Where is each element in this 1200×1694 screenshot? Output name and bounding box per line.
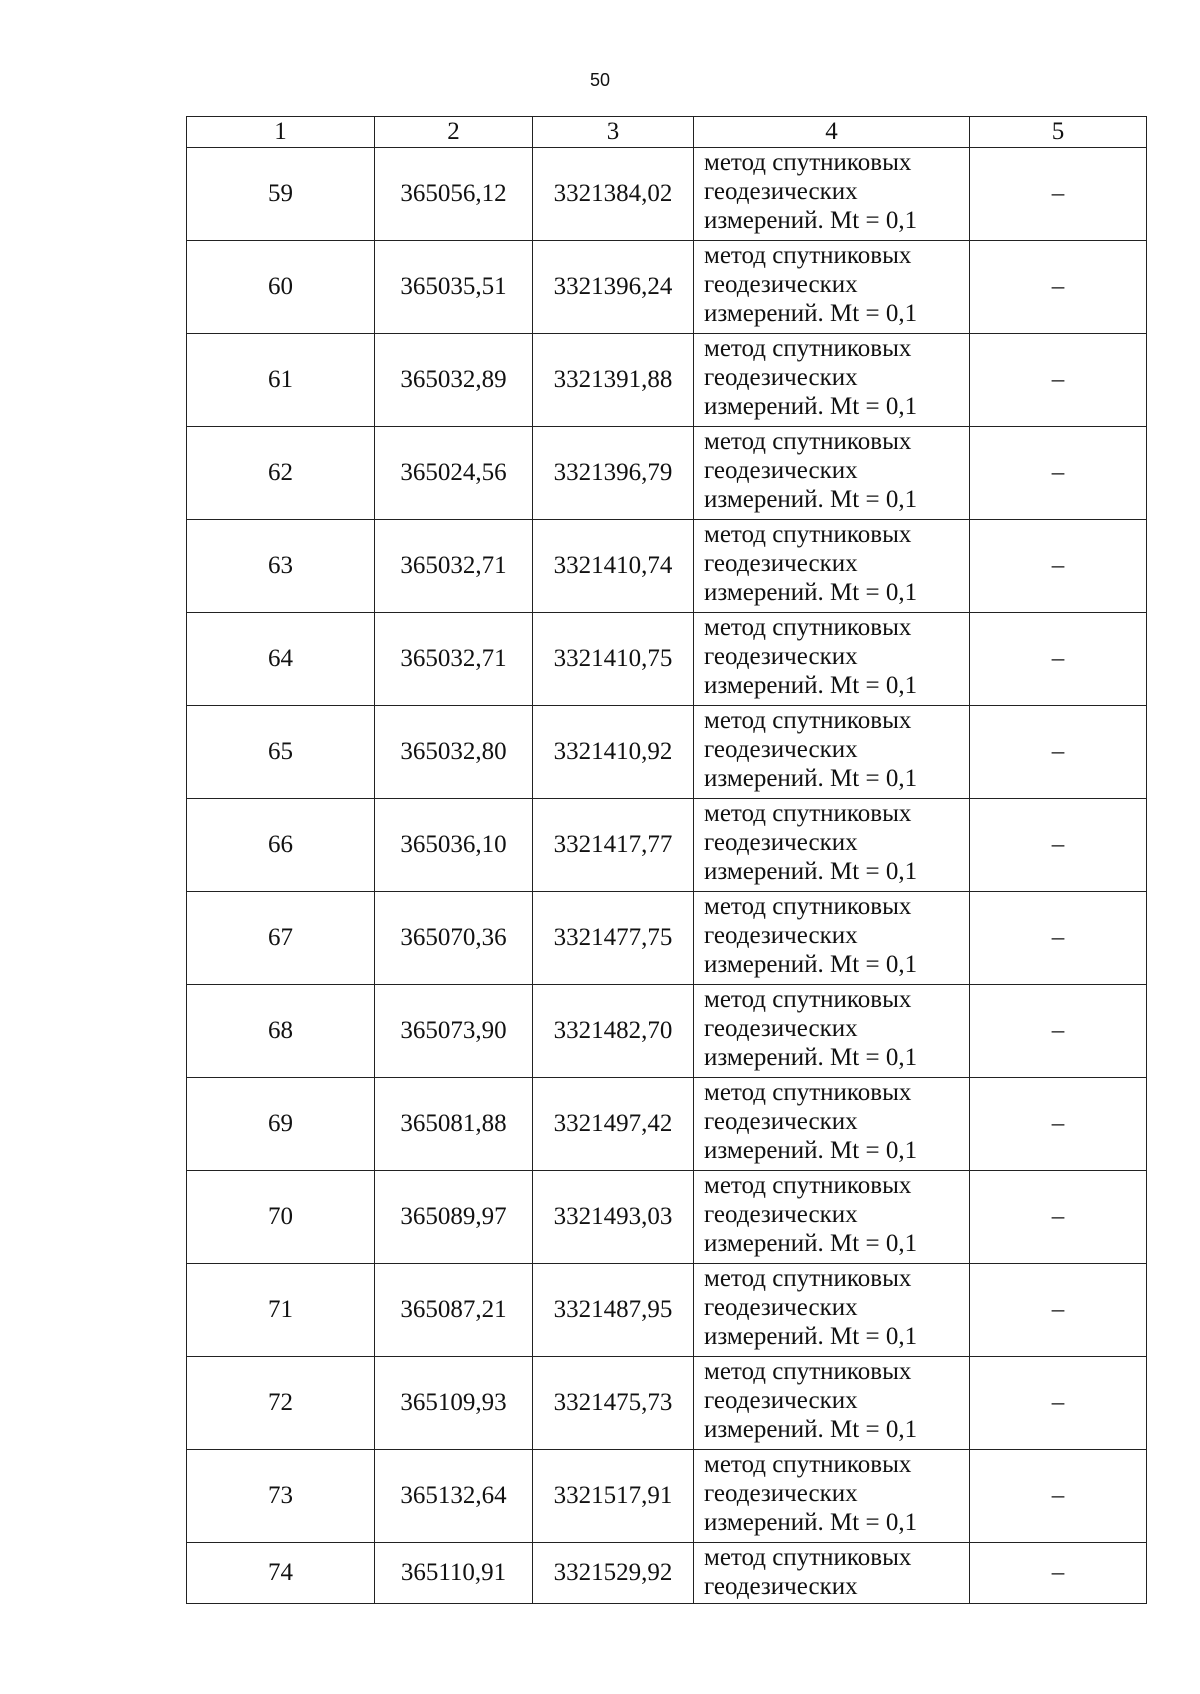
method-text-line-1: метод спутниковых [704, 800, 912, 827]
method-cell [694, 1078, 970, 1171]
method-text-line-1: метод спутниковых [704, 1079, 912, 1106]
table-row [187, 1357, 1147, 1450]
point-number-cell: 69 [187, 1078, 375, 1171]
table-row [187, 613, 1147, 706]
method-cell [694, 1543, 970, 1604]
table-row [187, 1264, 1147, 1357]
method-text-line-3: измерений. Mt = 0,1 [704, 1044, 918, 1071]
method-cell [694, 1264, 970, 1357]
x-coordinate-cell: 365032,89 [375, 334, 533, 427]
point-number-cell: 70 [187, 1171, 375, 1264]
method-text-line-3: измерений. Mt = 0,1 [704, 1323, 918, 1350]
header-col-4: 4 [694, 117, 970, 148]
method-text-line-2: геодезических [704, 1387, 858, 1414]
x-coordinate-cell: 365035,51 [375, 241, 533, 334]
y-coordinate-cell: 3321482,70 [533, 985, 694, 1078]
table-row [187, 1171, 1147, 1264]
method-text-line-2: геодезических [704, 922, 858, 949]
x-coordinate-cell: 365036,10 [375, 799, 533, 892]
x-coordinate-cell: 365032,80 [375, 706, 533, 799]
point-number-cell: 64 [187, 613, 375, 706]
method-text-line-1: метод спутниковых [704, 1544, 912, 1571]
header-col-2: 2 [375, 117, 533, 148]
col5-cell: – [970, 799, 1147, 892]
col5-cell: – [970, 148, 1147, 241]
point-number-cell: 60 [187, 241, 375, 334]
y-coordinate-cell: 3321517,91 [533, 1450, 694, 1543]
y-coordinate-cell: 3321477,75 [533, 892, 694, 985]
method-text-line-2: геодезических [704, 271, 858, 298]
point-number-cell: 68 [187, 985, 375, 1078]
method-text-line-2: геодезических [704, 643, 858, 670]
x-coordinate-cell: 365081,88 [375, 1078, 533, 1171]
col5-cell: – [970, 985, 1147, 1078]
y-coordinate-cell: 3321487,95 [533, 1264, 694, 1357]
y-coordinate-cell: 3321384,02 [533, 148, 694, 241]
point-number-cell: 59 [187, 148, 375, 241]
col5-cell: – [970, 613, 1147, 706]
y-coordinate-cell: 3321529,92 [533, 1543, 694, 1604]
x-coordinate-cell: 365110,91 [375, 1543, 533, 1604]
method-text-line-2: геодезических [704, 1108, 858, 1135]
y-coordinate-cell: 3321396,79 [533, 427, 694, 520]
table-row [187, 1078, 1147, 1171]
method-text-line-3: измерений. Mt = 0,1 [704, 858, 918, 885]
table-row [187, 520, 1147, 613]
method-text-line-3: измерений. Mt = 0,1 [704, 486, 918, 513]
method-text-line-2: геодезических [704, 829, 858, 856]
method-text-line-1: метод спутниковых [704, 1172, 912, 1199]
method-cell [694, 241, 970, 334]
col5-cell: – [970, 1078, 1147, 1171]
method-text-line-1: метод спутниковых [704, 614, 912, 641]
y-coordinate-cell: 3321391,88 [533, 334, 694, 427]
method-text-line-1: метод спутниковых [704, 1265, 912, 1292]
table-row [187, 1450, 1147, 1543]
y-coordinate-cell: 3321493,03 [533, 1171, 694, 1264]
method-text-line-2: геодезических [704, 736, 858, 763]
col5-cell: – [970, 427, 1147, 520]
table-row [187, 892, 1147, 985]
table-row [187, 148, 1147, 241]
point-number-cell: 65 [187, 706, 375, 799]
method-text-line-3: измерений. Mt = 0,1 [704, 207, 918, 234]
table-row [187, 241, 1147, 334]
method-text-line-1: метод спутниковых [704, 335, 912, 362]
method-text-line-3: измерений. Mt = 0,1 [704, 1137, 918, 1164]
method-text-line-2: геодезических [704, 364, 858, 391]
method-text-line-2: геодезических [704, 1480, 858, 1507]
method-text-line-1: метод спутниковых [704, 428, 912, 455]
x-coordinate-cell: 365132,64 [375, 1450, 533, 1543]
coordinates-table [186, 116, 1147, 1604]
method-text-line-2: геодезических [704, 550, 858, 577]
x-coordinate-cell: 365024,56 [375, 427, 533, 520]
method-cell [694, 148, 970, 241]
y-coordinate-cell: 3321410,92 [533, 706, 694, 799]
method-cell [694, 706, 970, 799]
method-cell [694, 892, 970, 985]
method-text-line-1: метод спутниковых [704, 149, 912, 176]
method-cell [694, 334, 970, 427]
method-cell [694, 1171, 970, 1264]
method-text-line-1: метод спутниковых [704, 986, 912, 1013]
x-coordinate-cell: 365073,90 [375, 985, 533, 1078]
table-row [187, 334, 1147, 427]
method-text-line-3: измерений. Mt = 0,1 [704, 1416, 918, 1443]
col5-cell: – [970, 1543, 1147, 1604]
x-coordinate-cell: 365056,12 [375, 148, 533, 241]
x-coordinate-cell: 365032,71 [375, 520, 533, 613]
method-cell [694, 1450, 970, 1543]
point-number-cell: 67 [187, 892, 375, 985]
point-number-cell: 61 [187, 334, 375, 427]
y-coordinate-cell: 3321396,24 [533, 241, 694, 334]
method-cell [694, 985, 970, 1078]
method-text-line-2: геодезических [704, 1015, 858, 1042]
point-number-cell: 71 [187, 1264, 375, 1357]
method-text-line-1: метод спутниковых [704, 893, 912, 920]
point-number-cell: 74 [187, 1543, 375, 1604]
method-cell [694, 613, 970, 706]
col5-cell: – [970, 706, 1147, 799]
method-text-line-3: измерений. Mt = 0,1 [704, 1509, 918, 1536]
method-text-line-2: геодезических [704, 1294, 858, 1321]
method-text-line-2: геодезических [704, 178, 858, 205]
method-cell [694, 1357, 970, 1450]
point-number-cell: 66 [187, 799, 375, 892]
col5-cell: – [970, 520, 1147, 613]
x-coordinate-cell: 365070,36 [375, 892, 533, 985]
method-text-line-1: метод спутниковых [704, 1451, 912, 1478]
method-text-line-2: геодезических [704, 1201, 858, 1228]
method-text-line-3: измерений. Mt = 0,1 [704, 579, 918, 606]
method-text-line-3: измерений. Mt = 0,1 [704, 672, 918, 699]
header-col-5: 5 [970, 117, 1147, 148]
y-coordinate-cell: 3321417,77 [533, 799, 694, 892]
y-coordinate-cell: 3321410,74 [533, 520, 694, 613]
col5-cell: – [970, 1171, 1147, 1264]
col5-cell: – [970, 892, 1147, 985]
x-coordinate-cell: 365109,93 [375, 1357, 533, 1450]
col5-cell: – [970, 1264, 1147, 1357]
method-text-line-1: метод спутниковых [704, 1358, 912, 1385]
y-coordinate-cell: 3321497,42 [533, 1078, 694, 1171]
point-number-cell: 73 [187, 1450, 375, 1543]
method-text-line-3: измерений. Mt = 0,1 [704, 300, 918, 327]
table-row [187, 427, 1147, 520]
method-text-line-2: геодезических [704, 457, 858, 484]
method-text-line-3: измерений. Mt = 0,1 [704, 1230, 918, 1257]
method-text-line-1: метод спутниковых [704, 521, 912, 548]
table-row [187, 799, 1147, 892]
point-number-cell: 72 [187, 1357, 375, 1450]
col5-cell: – [970, 241, 1147, 334]
x-coordinate-cell: 365032,71 [375, 613, 533, 706]
method-text-line-1: метод спутниковых [704, 707, 912, 734]
method-text-line-1: метод спутниковых [704, 242, 912, 269]
header-col-1: 1 [187, 117, 375, 148]
table-row [187, 1543, 1147, 1604]
method-text-line-3: измерений. Mt = 0,1 [704, 393, 918, 420]
page-number: 50 [589, 70, 611, 90]
method-cell [694, 799, 970, 892]
method-cell [694, 520, 970, 613]
method-text-line-2: геодезических [704, 1573, 858, 1600]
x-coordinate-cell: 365089,97 [375, 1171, 533, 1264]
col5-cell: – [970, 334, 1147, 427]
table-row [187, 985, 1147, 1078]
method-text-line-3: измерений. Mt = 0,1 [704, 765, 918, 792]
table-header-row [187, 117, 1147, 148]
method-text-line-3: измерений. Mt = 0,1 [704, 951, 918, 978]
col5-cell: – [970, 1357, 1147, 1450]
y-coordinate-cell: 3321410,75 [533, 613, 694, 706]
table-row [187, 706, 1147, 799]
col5-cell: – [970, 1450, 1147, 1543]
point-number-cell: 63 [187, 520, 375, 613]
table-body [187, 148, 1147, 1604]
method-cell [694, 427, 970, 520]
x-coordinate-cell: 365087,21 [375, 1264, 533, 1357]
header-col-3: 3 [533, 117, 694, 148]
point-number-cell: 62 [187, 427, 375, 520]
y-coordinate-cell: 3321475,73 [533, 1357, 694, 1450]
